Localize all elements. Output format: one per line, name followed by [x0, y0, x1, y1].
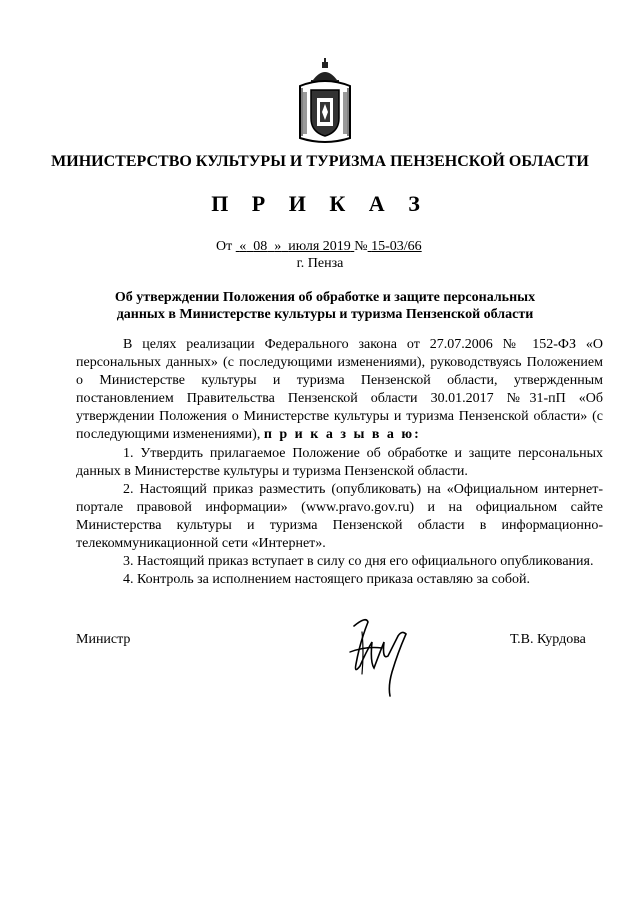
ministry-name: МИНИСТЕРСТВО КУЛЬТУРЫ И ТУРИЗМА ПЕНЗЕНСКОЙ ОБЛАСТИ — [51, 153, 589, 170]
list-item: 1. Утвердить прилагаемое Положение об обработке и защите персональных данных в Министерстве культуры и туризма Пензенской области. — [76, 445, 603, 479]
date-value: « 08 » июля 2019 — [239, 239, 351, 254]
date-number-line — [216, 239, 422, 255]
order-word: п р и к а з ы в а ю: — [263, 427, 421, 443]
signatory-name: Т.В. Курдова — [510, 632, 586, 647]
handwritten-signature-icon — [346, 612, 412, 700]
document-body — [76, 336, 603, 589]
coat-of-arms-emblem-icon — [296, 58, 354, 146]
preamble-paragraph: В целях реализации Федерального закона от 27.07.2006 № 152-ФЗ «О персональных данных» (с последующими изменениями), руководствуясь Положением о Министерстве культуры и туризма Пензенской области, утвержденным постановлением Правительства Пензенской области 30.01.2017 №31-пП «Об утверждении Положения о Министерстве культуры и туризма Пензенской области» (с последующими изменениями), п р и к а з ы в а ю: — [76, 337, 603, 443]
city-line: г. Пенза — [296, 256, 344, 271]
list-item: 4. Контроль за исполнением настоящего приказа оставляю за собой. — [123, 572, 531, 588]
document-type-title: П Р И К А З — [211, 191, 429, 216]
list-item: 3. Настоящий приказ вступает в силу со дня его официального опубликования. — [123, 554, 594, 570]
document-subject: Об утверждении Положения об обработке и защите персональных данных в Министерстве культуры и туризма Пензенской области — [114, 290, 536, 322]
list-item: 2. Настоящий приказ разместить (опубликовать) на «Официальном интернет-портале правовой информации» (www.pravo.gov.ru) и на официальном сайте Министерства культуры и туризма Пензенской области в информационно-телекоммуникационной сети «Интернет». — [76, 481, 603, 552]
date-prefix: От — [216, 239, 233, 254]
document-number: 15-03/66 — [371, 239, 422, 254]
number-sign: № — [354, 239, 368, 254]
signatory-title: Министр — [76, 632, 131, 647]
